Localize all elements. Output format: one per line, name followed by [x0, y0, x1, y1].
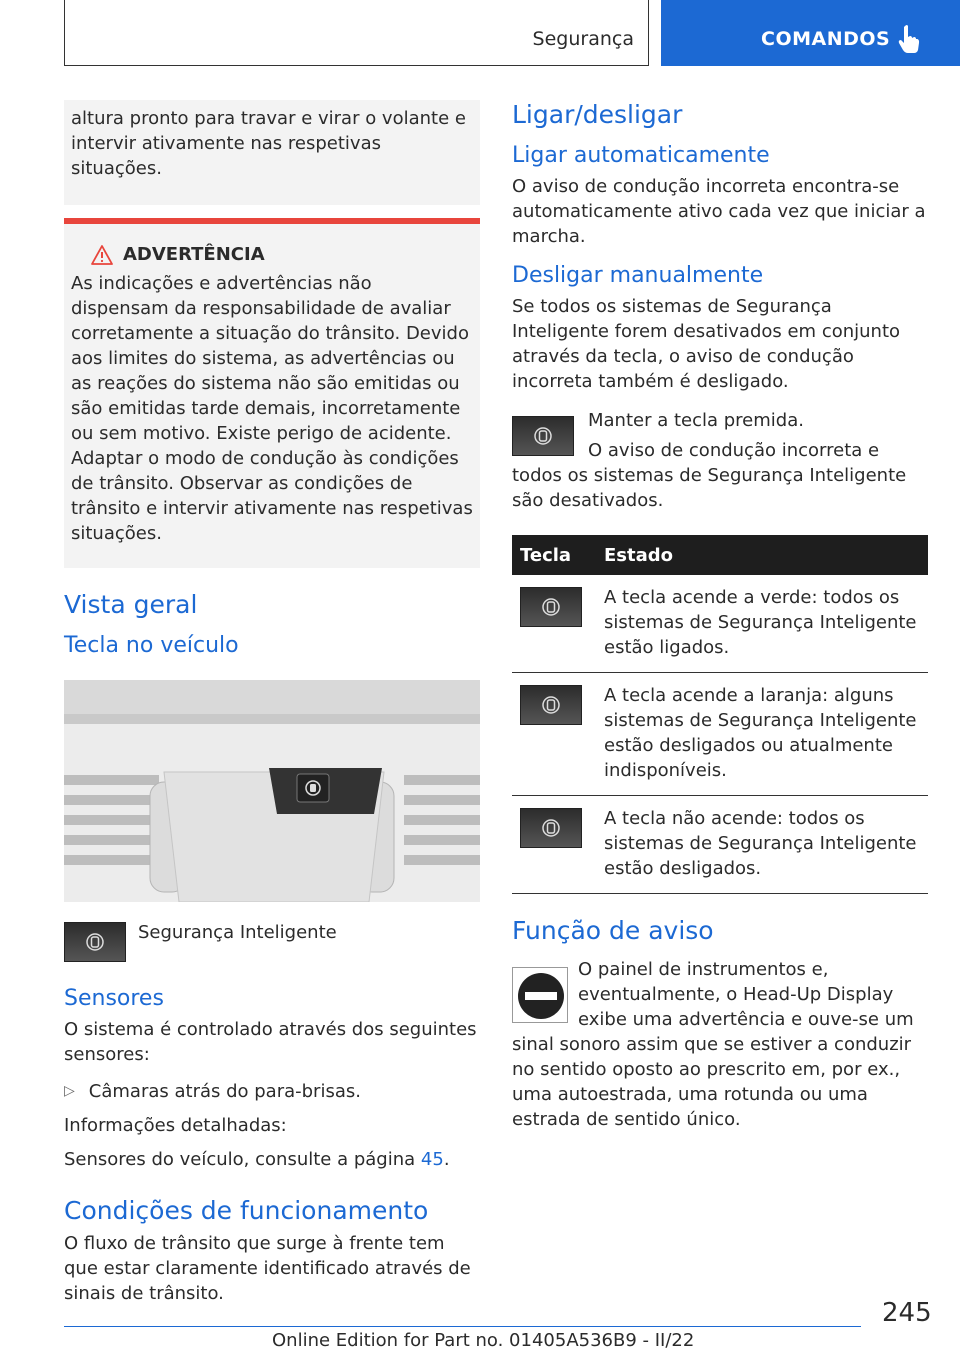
heading-conditions: Condições de funcionamento: [64, 1196, 429, 1225]
section-title: Segurança: [532, 28, 634, 50]
vehicle-button-photo: [64, 680, 480, 902]
button-off-icon: [520, 808, 582, 848]
bullet-triangle-icon: ▷: [64, 1083, 75, 1099]
details-paragraph: [64, 1147, 480, 1172]
table-cell-icon: [512, 575, 596, 673]
table-row: [512, 575, 928, 673]
intro-box: [64, 100, 480, 205]
details-label: Informações detalhadas:: [64, 1115, 287, 1136]
details-period: .: [443, 1149, 450, 1170]
hold-text: Manter a tecla premida.: [588, 410, 804, 431]
warning-function-block: [512, 957, 928, 1132]
heading-sensors: Sensores: [64, 986, 164, 1011]
bullet-item: [64, 1079, 480, 1104]
hold-result-text: O aviso de condução incorreta e todos os sistemas de Segurança Inteligente são desativados.: [512, 440, 907, 511]
hold-button-icon[interactable]: [512, 416, 574, 456]
right-column: [512, 100, 928, 1132]
footer-rule: [64, 1326, 861, 1327]
warning-triangle-icon: [91, 245, 113, 265]
bullet-text: Câmaras atrás do para-brisas.: [88, 1081, 361, 1102]
details-text: Sensores do veículo, consulte a página: [64, 1149, 416, 1170]
table-header-key: Tecla: [512, 535, 596, 575]
heading-auto-on: Ligar automaticamente: [512, 143, 770, 168]
warning-title: ADVERTÊNCIA: [123, 244, 265, 265]
table-cell-state: A tecla acende a laranja: alguns sistemas de Segurança Inteligente estão desligados ou atualmente indisponíveis.: [596, 673, 928, 796]
intelligent-safety-button-icon[interactable]: [64, 922, 126, 962]
warning-function-text: [512, 957, 928, 1132]
chapter-tab-label: COMANDOS: [761, 28, 891, 50]
hold-instruction: [512, 408, 928, 513]
chapter-tab[interactable]: [661, 0, 960, 66]
warning-box: [64, 218, 480, 568]
warning-function-body: O painel de instrumentos e, eventualmente, o Head-Up Display exibe uma advertência e ouve-se um sinal sonoro assim que se estiver a conduzir no sentido oposto ao prescrito em, por ex., uma autoestrada, uma rotunda ou uma estrada de sentido único.: [512, 959, 914, 1130]
page-number: 245: [882, 1298, 932, 1328]
status-table: [512, 535, 928, 894]
dashboard-photo-illustration: [64, 680, 480, 902]
button-green-icon: [520, 587, 582, 627]
heading-on-off: Ligar/desligar: [512, 100, 683, 129]
left-column: [64, 100, 480, 1306]
table-header-row: [512, 535, 928, 575]
intelligent-safety-caption: Segurança Inteligente: [138, 922, 337, 943]
auto-on-text: O aviso de condução incorreta encontra-se automaticamente ativo cada vez que iniciar a marcha.: [512, 176, 926, 247]
footer-edition: Online Edition for Part no. 01405A536B9 - II/22: [272, 1330, 695, 1351]
page-link[interactable]: 45: [420, 1149, 444, 1170]
table-cell-icon: [512, 673, 596, 796]
table-cell-icon: [512, 796, 596, 894]
table-header-state: Estado: [596, 535, 928, 575]
conditions-text: O fluxo de trânsito que surge à frente tem que estar claramente identificado através de sinais de trânsito.: [64, 1233, 471, 1304]
heading-manual-off: Desligar manualmente: [512, 263, 764, 288]
intro-text: altura pronto para travar e virar o volante e intervir ativamente nas respetivas situações.: [71, 108, 466, 179]
warning-header: [91, 244, 474, 265]
warning-text: As indicações e advertências não dispensam da responsabilidade de avaliar corretamente a situação do trânsito. Devido aos limites do sistema, as advertências ou as reações do sistema não são emitidas ou são emitidas tarde demais, incorretamente ou sem motivo. Existe perigo de acidente. Adaptar o modo de condução às condições de trânsito. Observar as condições de trânsito e intervir ativamente nas respetivas situações.: [71, 273, 473, 544]
manual-off-text: Se todos os sistemas de Segurança Inteligente forem desativados em conjunto através da tecla, o aviso de condução incorreta também é desligado.: [512, 296, 901, 392]
sensors-text: O sistema é controlado através dos seguintes sensores:: [64, 1019, 477, 1065]
table-cell-state: A tecla acende a verde: todos os sistemas de Segurança Inteligente estão ligados.: [596, 575, 928, 673]
header-box: [64, 0, 649, 66]
heading-button-in-vehicle: Tecla no veículo: [64, 633, 239, 658]
table-row: [512, 673, 928, 796]
intelligent-safety-row: [64, 922, 480, 962]
no-entry-sign-icon: [512, 967, 568, 1023]
heading-warning-function: Função de aviso: [512, 916, 714, 945]
button-orange-icon: [520, 685, 582, 725]
table-row: [512, 796, 928, 894]
table-cell-state: A tecla não acende: todos os sistemas de Segurança Inteligente estão desligados.: [596, 796, 928, 894]
heading-overview: Vista geral: [64, 590, 198, 619]
hand-pointer-icon: [898, 24, 920, 54]
